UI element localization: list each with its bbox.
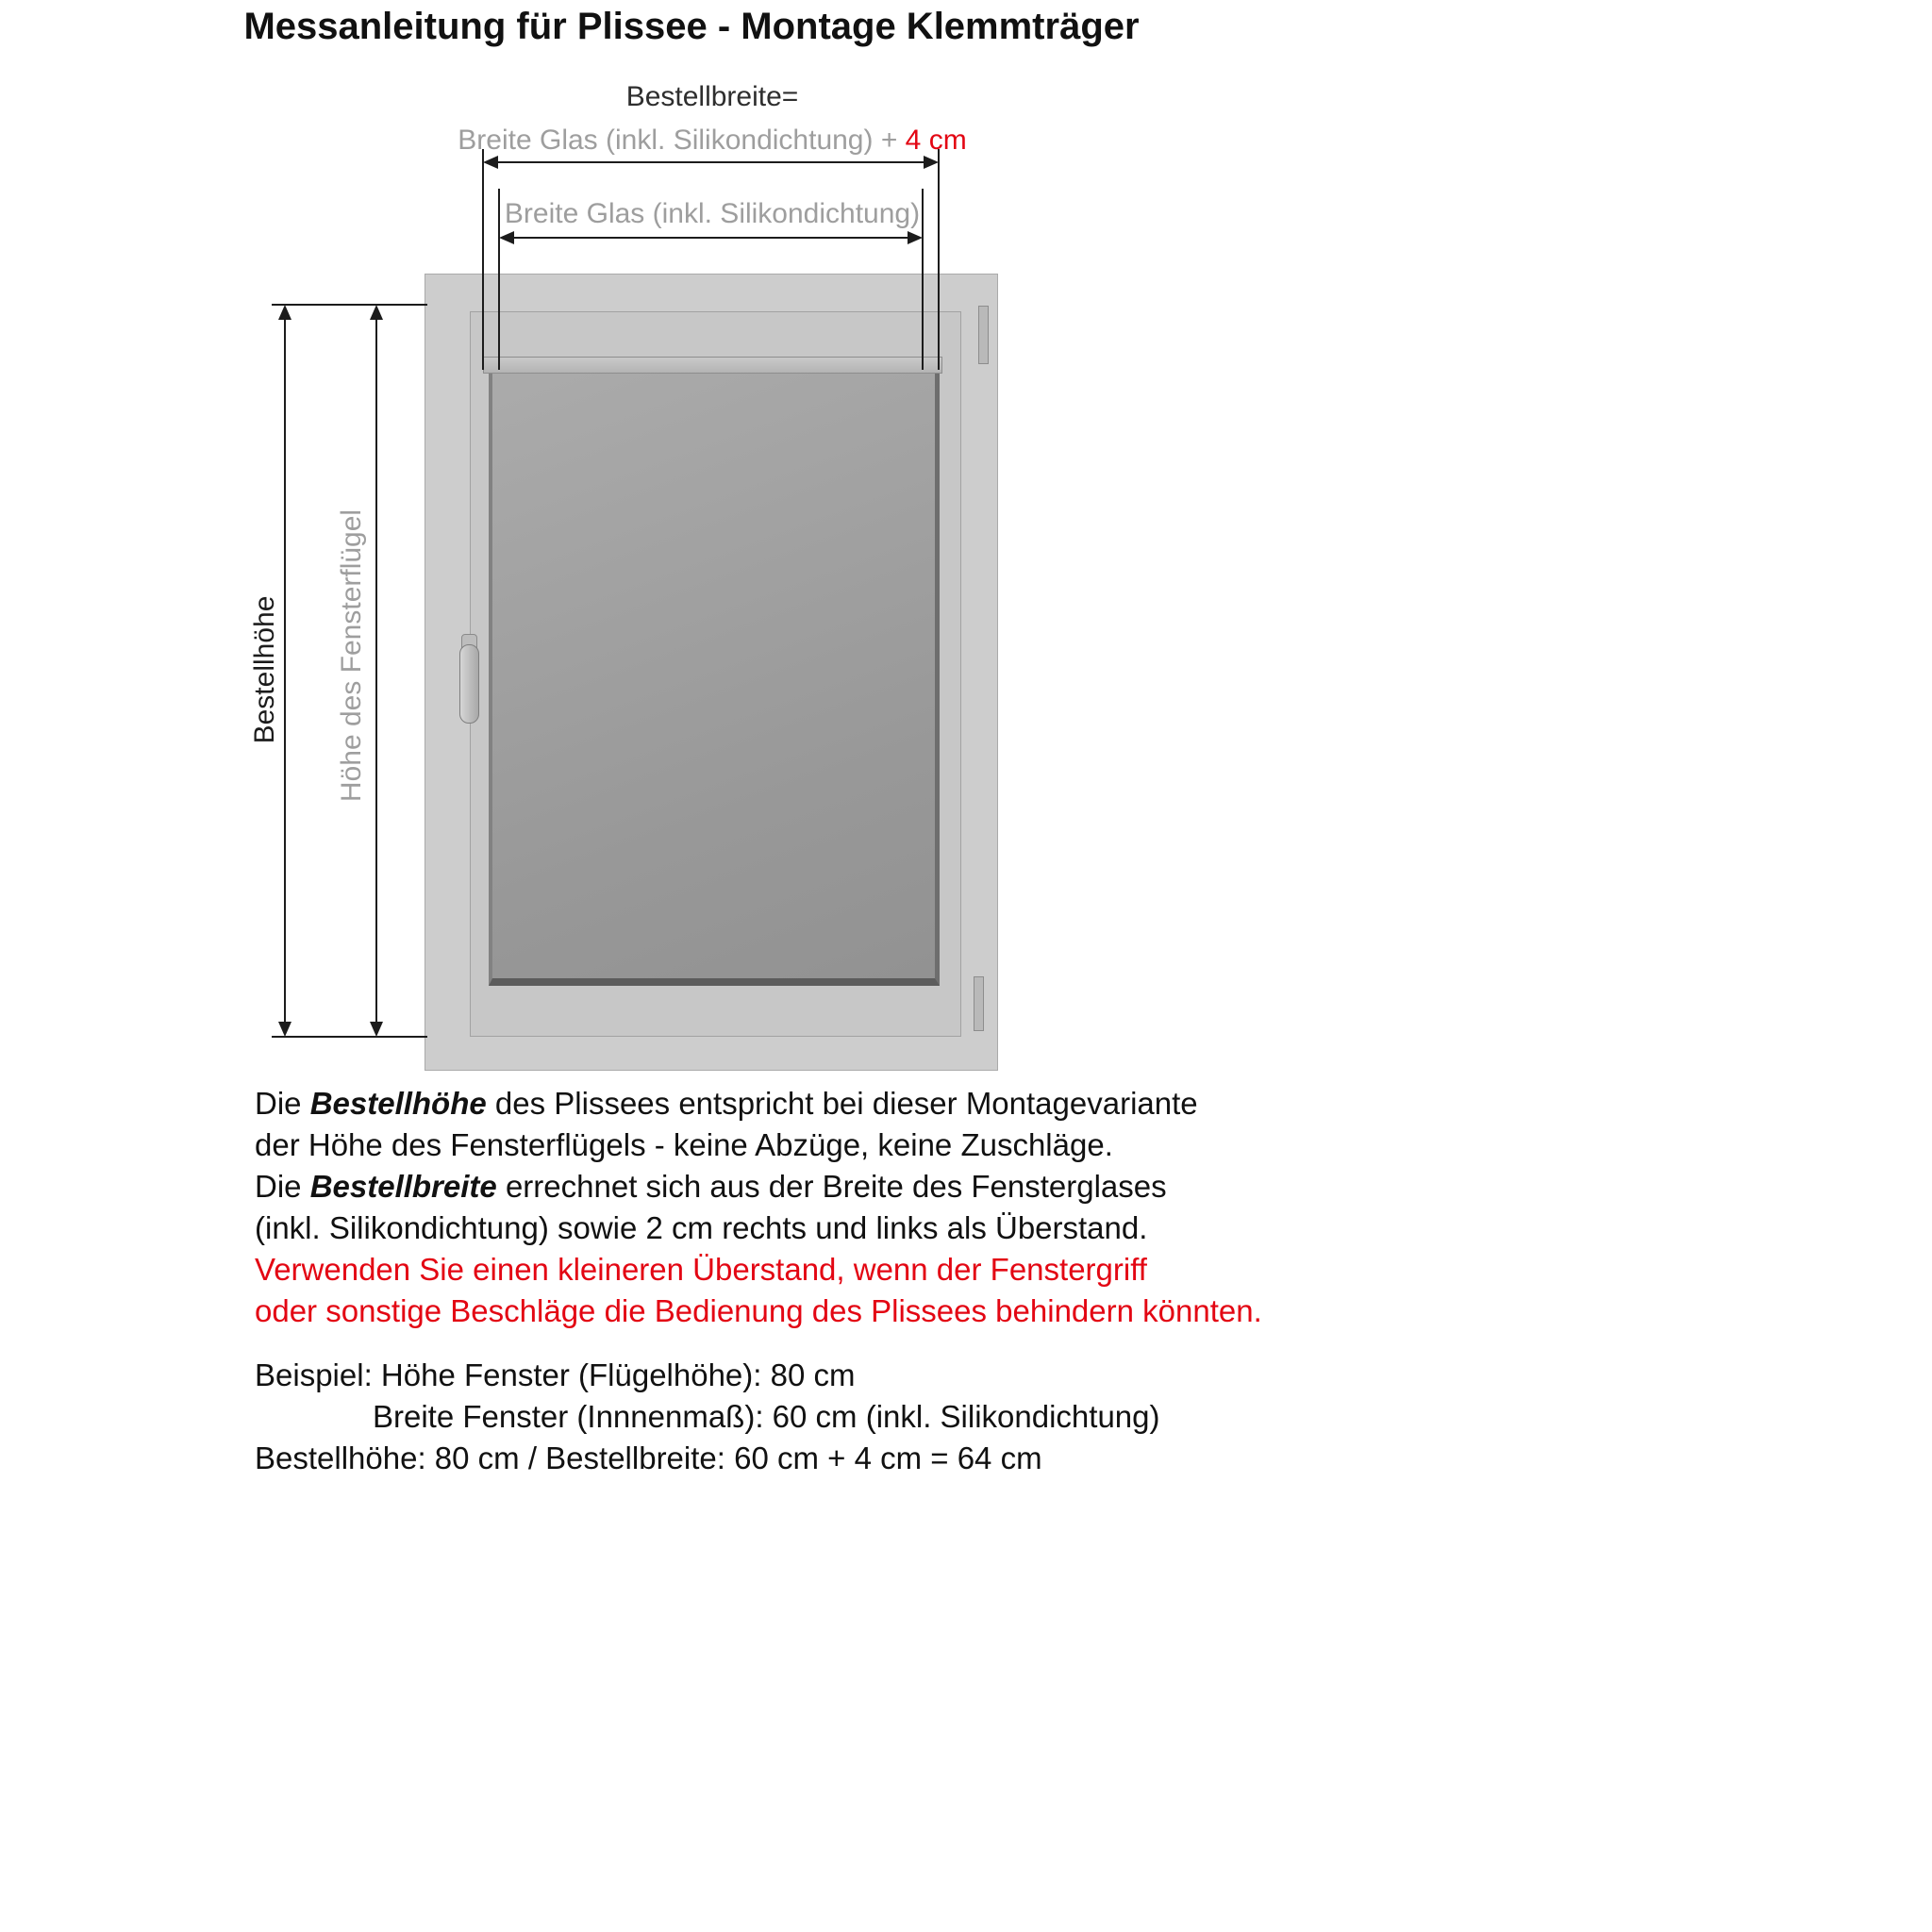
hinge-top-icon [978,306,989,364]
description-text [255,1083,1262,1332]
order-width-formula-red: 4 cm [905,125,967,156]
description-line-2: der Höhe des Fensterflügels - keine Abzüge, keine Zuschläge. [255,1127,1113,1162]
description-line-3 [255,1166,1262,1208]
sash-height-arrow [370,305,383,1037]
order-width-label: Bestellbreite= [625,81,799,112]
description-line-4: (inkl. Silikondichtung) sowie 2 cm rechts und links als Überstand. [255,1210,1148,1245]
warning-line-1: Verwenden Sie einen kleineren Überstand, wenn der Fenstergriff [255,1252,1147,1287]
window-handle [459,644,479,724]
order-width-formula-gray: Breite Glas (inkl. Silikondichtung) + [458,125,906,156]
window-sash [470,311,961,1037]
description-text-segment: des Plissees entspricht bei dieser Montagevariante [486,1086,1198,1121]
order-width-arrow [483,156,939,169]
plissee-top-rail [483,357,942,374]
warning-line-2: oder sonstige Beschläge die Bedienung des Plissees behindern könnten. [255,1293,1262,1328]
order-width-term: Bestellbreite [309,1169,497,1204]
window-glass [489,361,940,986]
example-line-2: Breite Fenster (Innnenmaß): 60 cm (inkl. Silikondichtung) [373,1399,1160,1434]
example-line-1: Beispiel: Höhe Fenster (Flügelhöhe): 80 cm [255,1357,856,1392]
order-height-term: Bestellhöhe [309,1086,487,1121]
page-title: Messanleitung für Plissee - Montage Klemmträger [243,6,1140,47]
example-line-3: Bestellhöhe: 80 cm / Bestellbreite: 60 cm + 4 cm = 64 cm [255,1441,1042,1475]
hinge-bottom-icon [974,976,984,1031]
example-text [255,1355,1160,1479]
description-text-segment: errechnet sich aus der Breite des Fensterglases [496,1169,1167,1204]
glass-width-label: Breite Glas (inkl. Silikondichtung) [504,198,921,229]
description-text-segment: Die [255,1086,310,1121]
order-height-label: Bestellhöhe [249,595,280,744]
glass-width-arrow [499,231,923,244]
sash-height-label: Höhe des Fensterflügel [336,508,367,803]
order-width-formula [349,125,1075,157]
description-line-1 [255,1083,1262,1124]
window-outer-frame [425,274,998,1071]
description-text-segment: Die [255,1169,310,1204]
